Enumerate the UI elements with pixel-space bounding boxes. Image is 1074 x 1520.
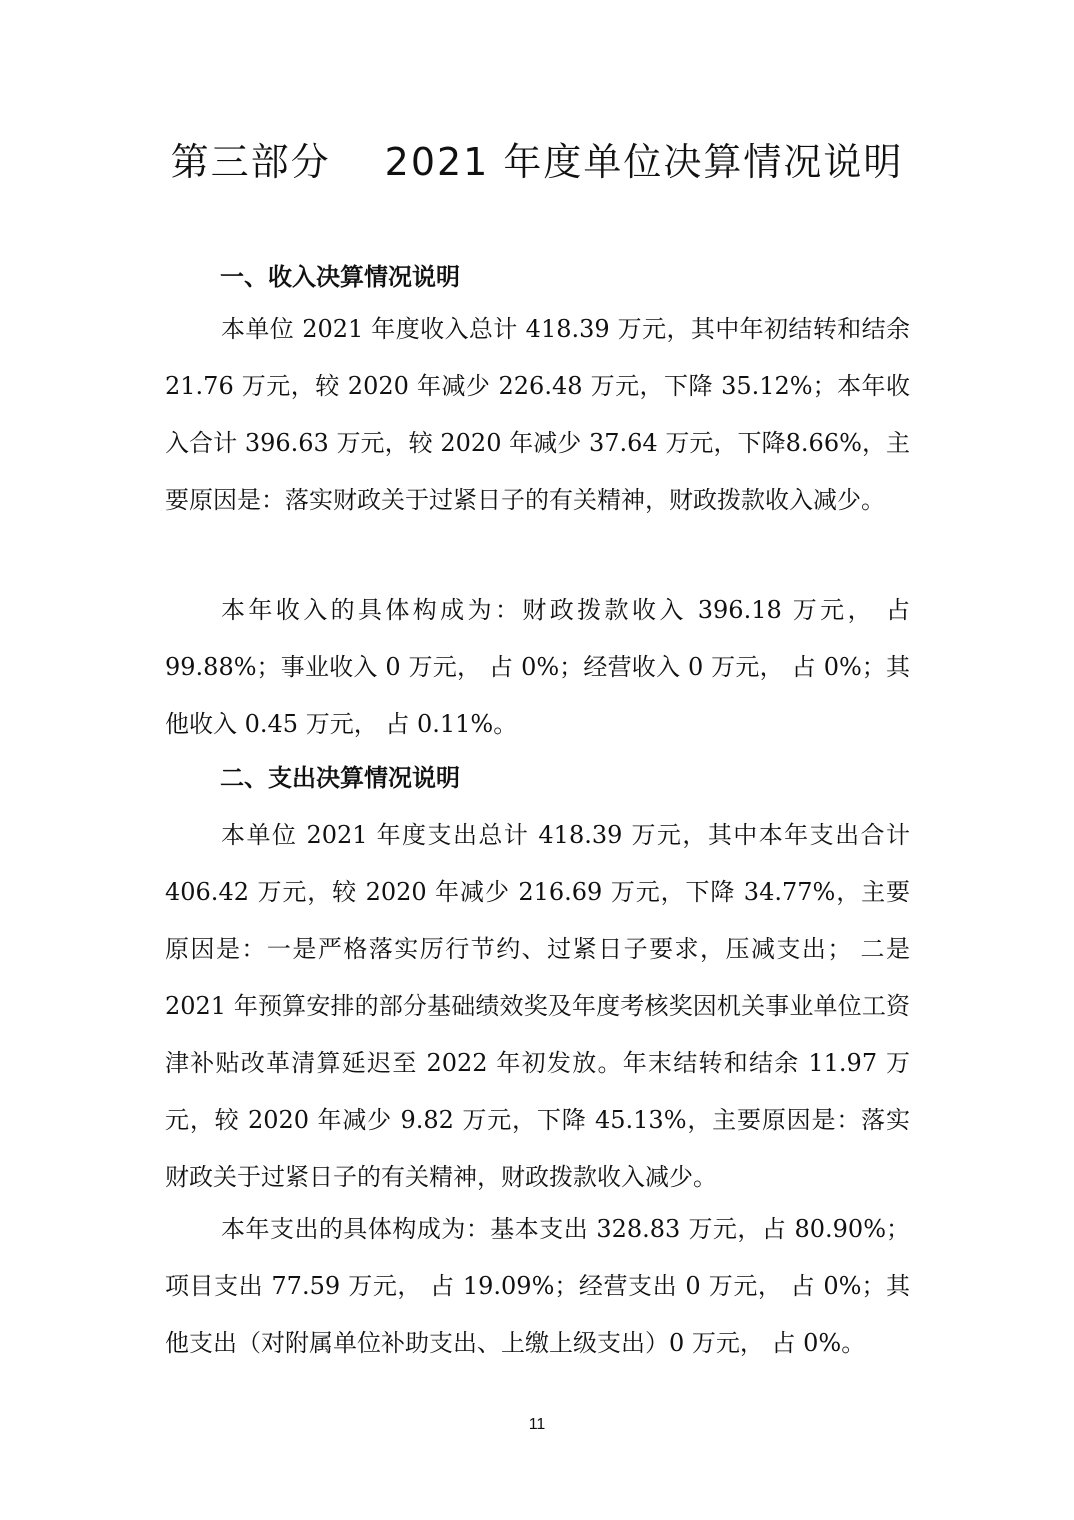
section-heading-income: 一、收入决算情况说明 bbox=[220, 263, 460, 291]
page-number: 11 bbox=[528, 1416, 546, 1433]
paragraph-expenditure-composition: 本年支出的具体构成为：基本支出 328.83 万元，占 80.90%；项目支出 77.59 万元， 占 19.09%；经营支出 0 万元， 占 0%；其他支出（对附属单位补助支出、上缴上级支出）0 万元， 占 0%。 bbox=[165, 1215, 910, 1357]
paragraph-income-summary: 本单位 2021 年度收入总计 418.39 万元，其中年初结转和结余 21.76 万元，较 2020 年减少 226.48 万元，下降 35.12%；本年收入合计 396.63 万元，较 2020 年减少 37.64 万元，下降8.66%，主要原因是：落实财政关于过紧日子的有关精神，财政拨款收入减少。 bbox=[165, 315, 910, 514]
page-title: 第三部分 2021 年度单位决算情况说明 bbox=[170, 140, 904, 184]
section-heading-expenditure: 二、支出决算情况说明 bbox=[220, 764, 460, 792]
paragraph-income-composition: 本年收入的具体构成为：财政拨款收入 396.18 万元， 占 99.88%；事业收入 0 万元， 占 0%；经营收入 0 万元， 占 0%；其他收入 0.45 万元， 占 0.11%。 bbox=[165, 596, 910, 738]
paragraph-expenditure-summary: 本单位 2021 年度支出总计 418.39 万元，其中本年支出合计 406.42 万元，较 2020 年减少 216.69 万元，下降 34.77%，主要原因是：一是严格落实厉行节约、过紧日子要求，压减支出； 二是 2021 年预算安排的部分基础绩效奖及年度考核奖因机关事业单位工资津补贴改革清算延迟至 2022 年初发放。年末结转和结余 11.97 万元，较 2020 年减少 9.82 万元，下降 45.13%，主要原因是：落实财政关于过紧日子的有关精神，财政拨款收入减少。 bbox=[165, 821, 910, 1191]
